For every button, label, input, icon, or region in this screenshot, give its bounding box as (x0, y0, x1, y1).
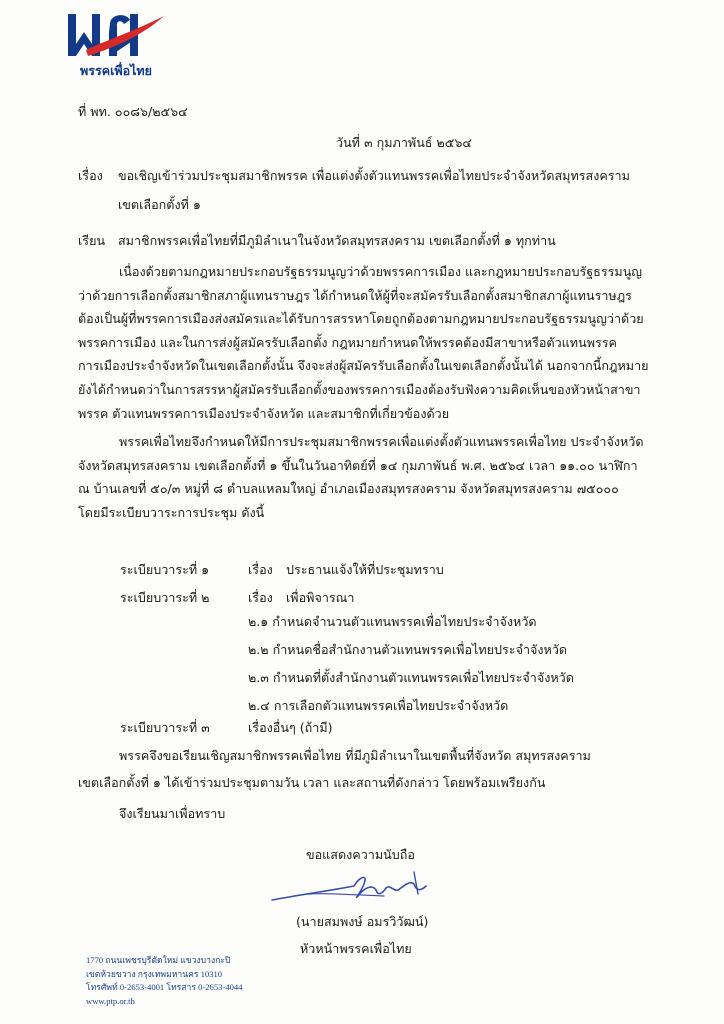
handwritten-signature (264, 866, 444, 910)
salutation: ขอแสดงความนับถือ (306, 847, 415, 862)
paragraph-line: พรรคการเมือง และในการส่งผู้สมัครรับเลือกตั้ง กฎหมายกำหนดให้พรรคต้องมีสาขาหรือตัวแทนพรรค (78, 334, 617, 350)
agenda-subitem: ๒.๔ การเลือกตัวแทนพรรคเพื่อไทยประจำจังหวัด (248, 698, 509, 713)
agenda-subitem: ๒.๑ กำหนดจำนวนตัวแทนพรรคเพื่อไทยประจำจังหวัด (248, 614, 537, 629)
logo-party-name: พรรคเพื่อไทย (80, 64, 152, 78)
paragraph-line: เนื่องด้วยตามกฎหมายประกอบรัฐธรรมนูญว่าด้วยพรรคการเมือง และกฎหมายประกอบรัฐธรรมนูญ (119, 264, 643, 279)
subject-line-2: เขตเลือกตั้งที่ ๑ (118, 197, 201, 212)
agenda-item-3-text: เรื่องอื่นๆ (ถ้ามี) (248, 720, 333, 735)
signatory-name: (นายสมพงษ์ อมรวิวัฒน์) (296, 914, 429, 929)
body-paragraph-1 (78, 260, 656, 425)
ptp-logo-icon (66, 10, 170, 62)
agenda-item-2-label: ระเบียบวาระที่ ๒ (120, 590, 210, 605)
paragraph-line: ยังได้กำหนดว่าในการสรรหาผู้สมัครรับเลือกตั้งของพรรคการเมืองต้องรับฟังความคิดเห็นของหัวหน้าสาขา (78, 381, 641, 397)
footer-website: www.ptp.or.th (86, 995, 135, 1006)
signature-mark-icon (264, 866, 444, 910)
subject-line-1: ขอเชิญเข้าร่วมประชุมสมาชิกพรรค เพื่อแต่งตั้งตัวแทนพรรคเพื่อไทยประจำจังหวัดสมุทรสงคราม (118, 168, 630, 183)
document-number: ที่ พท. ๐๐๘๖/๒๕๖๔ (78, 104, 188, 119)
closing-paragraph (78, 742, 656, 796)
agenda-subitem: ๒.๓ กำหนดที่ตั้งสำนักงานตัวแทนพรรคเพื่อไทยประจำจังหวัด (248, 670, 574, 685)
footer-line: เขตห้วยขวาง กรุงเทพมหานคร 10310 (86, 968, 223, 979)
paragraph-line: พรรคจึงขอเรียนเชิญสมาชิกพรรคเพื่อไทย ที่มีภูมิลำเนาในเขตพื้นที่จังหวัด สมุทรสงคราม (119, 748, 591, 763)
subject-label: เรื่อง (78, 168, 103, 183)
recipient-label: เรียน (78, 233, 106, 248)
party-logo (66, 10, 170, 82)
agenda-item-1-subject-label: เรื่อง (248, 562, 273, 577)
closing-line: จึงเรียนมาเพื่อทราบ (119, 806, 226, 821)
signatory-title: หัวหน้าพรรคเพื่อไทย (300, 941, 412, 956)
agenda-item-1-text: ประธานแจ้งให้ที่ประชุมทราบ (286, 562, 444, 577)
paragraph-line: จังหวัดสมุทรสงคราม เขตเลือกตั้งที่ ๑ ขึ้นในวันอาทิตย์ที่ ๑๔ กุมภาพันธ์ พ.ศ. ๒๕๖๔ เวลา ๑๑.๐๐ นาฬิกา (78, 457, 638, 473)
agenda-item-2-subject-label: เรื่อง (248, 590, 273, 605)
footer-line: 1770 ถนนเพชรบุรีตัดใหม่ แขวงบางกะปิ (86, 955, 231, 965)
paragraph-line: เขตเลือกตั้งที่ ๑ ได้เข้าร่วมประชุมตามวัน เวลา และสถานที่ดังกล่าว โดยพร้อมเพรียงกัน (78, 775, 546, 790)
recipient-text: สมาชิกพรรคเพื่อไทยที่มีภูมิลำเนาในจังหวัดสมุทรสงคราม เขตเลือกตั้งที่ ๑ ทุกท่าน (118, 233, 556, 248)
paragraph-line: ว่าด้วยการเลือกตั้งสมาชิกสภาผู้แทนราษฎร ได้กำหนดให้ผู้ที่จะสมัครรับเลือกตั้งสมาชิกสภาผู้แทนราษฎร (78, 287, 632, 303)
body-paragraph-2 (78, 430, 656, 524)
paragraph-line: ณ บ้านเลขที่ ๕๐/๓ หมู่ที่ ๘ ตำบลแหลมใหญ่ อำเภอเมืองสมุทรสงคราม จังหวัดสมุทรสงคราม ๗๕๐๐๐ (78, 481, 619, 497)
paragraph-line: การเมืองประจำจังหวัดในเขตเลือกตั้งนั้น จึงจะส่งผู้สมัครรับเลือกตั้งในเขตเลือกตั้งนั้นได้ นอกจากนี้กฎหมาย (78, 358, 649, 374)
footer-line: โทรศัพท์ 0-2653-4001 โทรสาร 0-2653-4044 (86, 982, 243, 992)
agenda-item-2-text: เพื่อพิจารณา (286, 590, 355, 605)
agenda-item-1-label: ระเบียบวาระที่ ๑ (120, 562, 210, 577)
document-date: วันที่ ๓ กุมภาพันธ์ ๒๕๖๔ (336, 135, 472, 150)
agenda-item-3-label: ระเบียบวาระที่ ๓ (120, 720, 210, 735)
agenda-subitem: ๒.๒ กำหนดชื่อสำนักงานตัวแทนพรรคเพื่อไทยประจำจังหวัด (248, 642, 568, 657)
paragraph-line: พรรคเพื่อไทยจึงกำหนดให้มีการประชุมสมาชิกพรรคเพื่อแต่งตั้งตัวแทนพรรคเพื่อไทย ประจำจังหวัด (119, 434, 644, 449)
paragraph-line: ต้องเป็นผู้ที่พรรคการเมืองส่งสมัครและได้รับการสรรหาโดยถูกต้องตามกฎหมายประกอบรัฐธรรมนูญว่าด้วย (78, 311, 644, 327)
footer-address (86, 954, 286, 1008)
paragraph-line: พรรค ตัวแทนพรรคการเมืองประจำจังหวัด และสมาชิกที่เกี่ยวข้องด้วย (78, 405, 450, 421)
paragraph-line: โดยมีระเบียบวาระการประชุม ดังนี้ (78, 504, 265, 520)
